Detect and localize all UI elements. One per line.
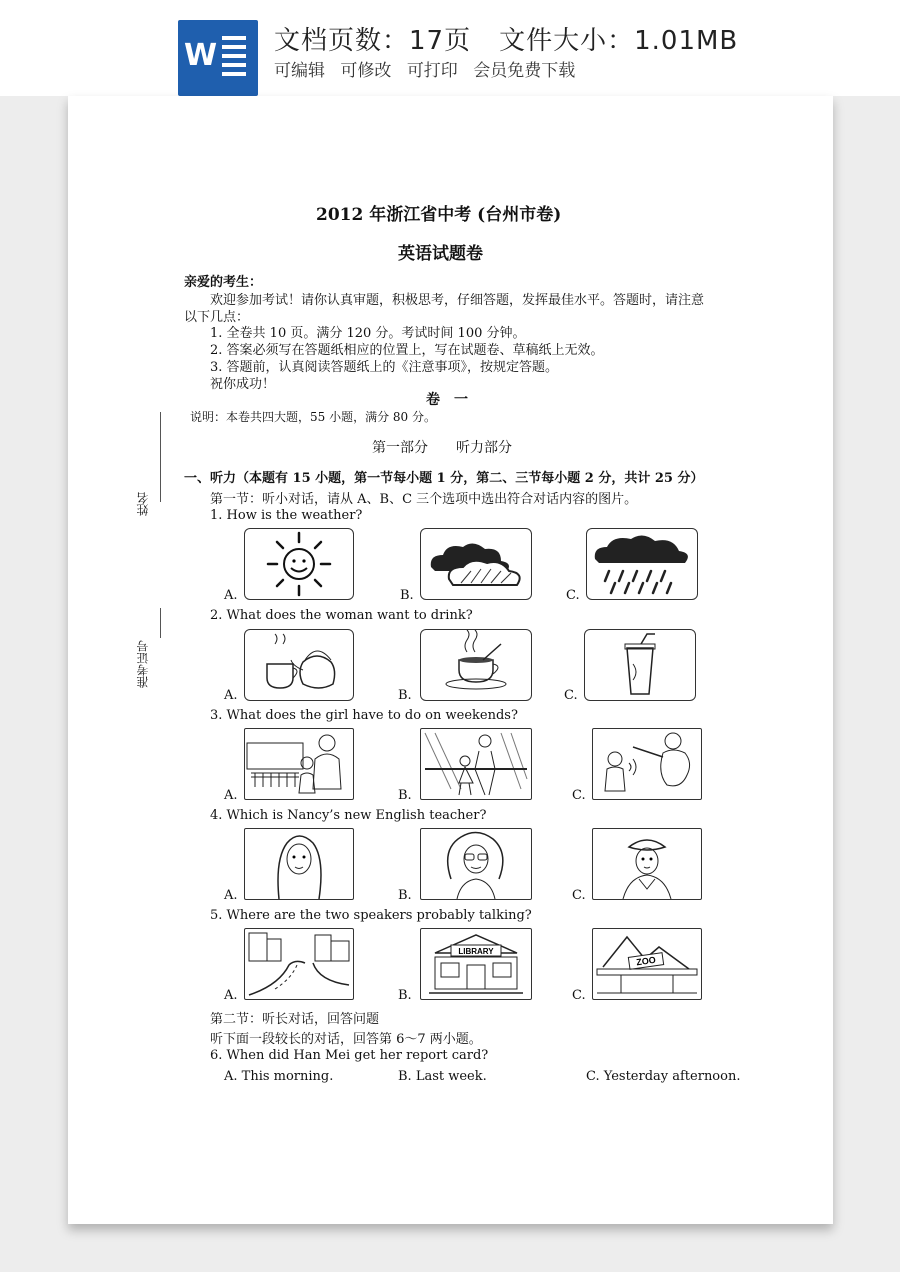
option-b: B. [398, 688, 412, 703]
volume-note: 说明：本卷共四大题，55 小题，满分 80 分。 [190, 410, 436, 424]
option-b: B. [398, 788, 412, 803]
id-line [160, 608, 161, 638]
q6-option-b: B. Last week. [398, 1069, 487, 1084]
word-icon-letter: W [184, 38, 218, 73]
feature-editable: 可编辑 [274, 61, 325, 81]
welcome-line-2: 以下几点： [184, 310, 250, 325]
library-sign-text: LIBRARY [458, 947, 494, 956]
piano-lesson-picture [244, 728, 354, 800]
file-size: 文件大小：1.01MB [499, 26, 739, 56]
name-field-label: 姓名 [136, 492, 150, 516]
question-3: 3. What does the girl have to do on weekends? [210, 708, 518, 723]
library-picture [420, 928, 532, 1000]
greeting: 亲爱的考生： [184, 275, 263, 290]
feature-printable: 可打印 [406, 61, 458, 81]
coffee-picture [420, 629, 532, 701]
page-count: 文档页数：17页 [274, 26, 472, 56]
file-stats [274, 20, 766, 57]
option-b: B. [398, 988, 412, 1003]
music-lesson-picture [592, 728, 702, 800]
option-b: B. [398, 888, 412, 903]
question-2: 2. What does the woman want to drink? [210, 608, 473, 623]
option-a: A. [224, 688, 238, 703]
note-2: 2. 答案必须写在答题纸相应的位置上，写在试题卷、草稿纸上无效。 [210, 343, 604, 358]
rainy-picture [586, 528, 698, 600]
word-file-icon [178, 20, 258, 96]
teacher-long-hair-picture [244, 828, 354, 900]
question-1: 1. How is the weather? [210, 508, 363, 523]
option-a: A. [224, 988, 238, 1003]
zoo-sign-text: ZOO [635, 954, 657, 968]
welcome-line-1: 欢迎参加考试！请你认真审题，积极思考，仔细答题，发挥最佳水平。答题时，请注意 [210, 293, 705, 308]
option-b: B. [400, 588, 414, 603]
option-a: A. [224, 788, 238, 803]
feature-member-download: 会员免费下载 [473, 61, 576, 81]
option-a: A. [224, 588, 238, 603]
exam-title: 2012 年浙江省中考 (台州市卷) [316, 205, 562, 225]
sun-picture [244, 528, 354, 600]
file-info-banner [0, 0, 900, 96]
question-6: 6. When did Han Mei get her report card? [210, 1048, 489, 1063]
question-4: 4. Which is Nancy’s new English teacher? [210, 808, 487, 823]
option-c: C. [566, 588, 580, 603]
exam-subtitle: 英语试题卷 [398, 244, 483, 264]
ballet-lesson-picture [420, 728, 532, 800]
street-picture [244, 928, 354, 1000]
sub-section-1: 第一节：听小对话，请从 A、B、C 三个选项中选出符合对话内容的图片。 [210, 492, 638, 507]
option-a: A. [224, 888, 238, 903]
feature-modifiable: 可修改 [340, 61, 392, 81]
q6-option-c: C. Yesterday afternoon. [586, 1069, 741, 1084]
option-c: C. [572, 888, 586, 903]
option-c: C. [572, 788, 586, 803]
name-line [160, 412, 161, 502]
q6-option-a: A. This morning. [224, 1069, 334, 1084]
tea-picture [244, 629, 354, 701]
question-5: 5. Where are the two speakers probably talking? [210, 908, 532, 923]
part-heading: 第一部分 听力部分 [372, 440, 512, 456]
id-field-label: 准考证号 [136, 640, 150, 688]
volume-heading: 卷 一 [426, 392, 468, 408]
option-c: C. [564, 688, 578, 703]
note-3: 3. 答题前，认真阅读答题纸上的《注意事项》，按规定答题。 [210, 360, 559, 375]
wish: 祝你成功！ [210, 377, 276, 392]
cold-drink-picture [584, 629, 696, 701]
teacher-glasses-picture [420, 828, 532, 900]
option-c: C. [572, 988, 586, 1003]
teacher-hat-picture [592, 828, 702, 900]
note-1: 1. 全卷共 10 页。满分 120 分。考试时间 100 分钟。 [210, 326, 526, 341]
section-1-heading: 一、听力（本题有 15 小题，第一节每小题 1 分，第二、三节每小题 2 分，共计 25 分） [184, 471, 704, 486]
sub-section-2: 第二节：听长对话，回答问题 [210, 1012, 380, 1027]
file-features [274, 56, 585, 81]
sub-section-2-note: 听下面一段较长的对话，回答第 6～7 两小题。 [210, 1032, 482, 1047]
document-page [68, 96, 833, 1224]
cloudy-picture [420, 528, 532, 600]
zoo-picture [592, 928, 702, 1000]
